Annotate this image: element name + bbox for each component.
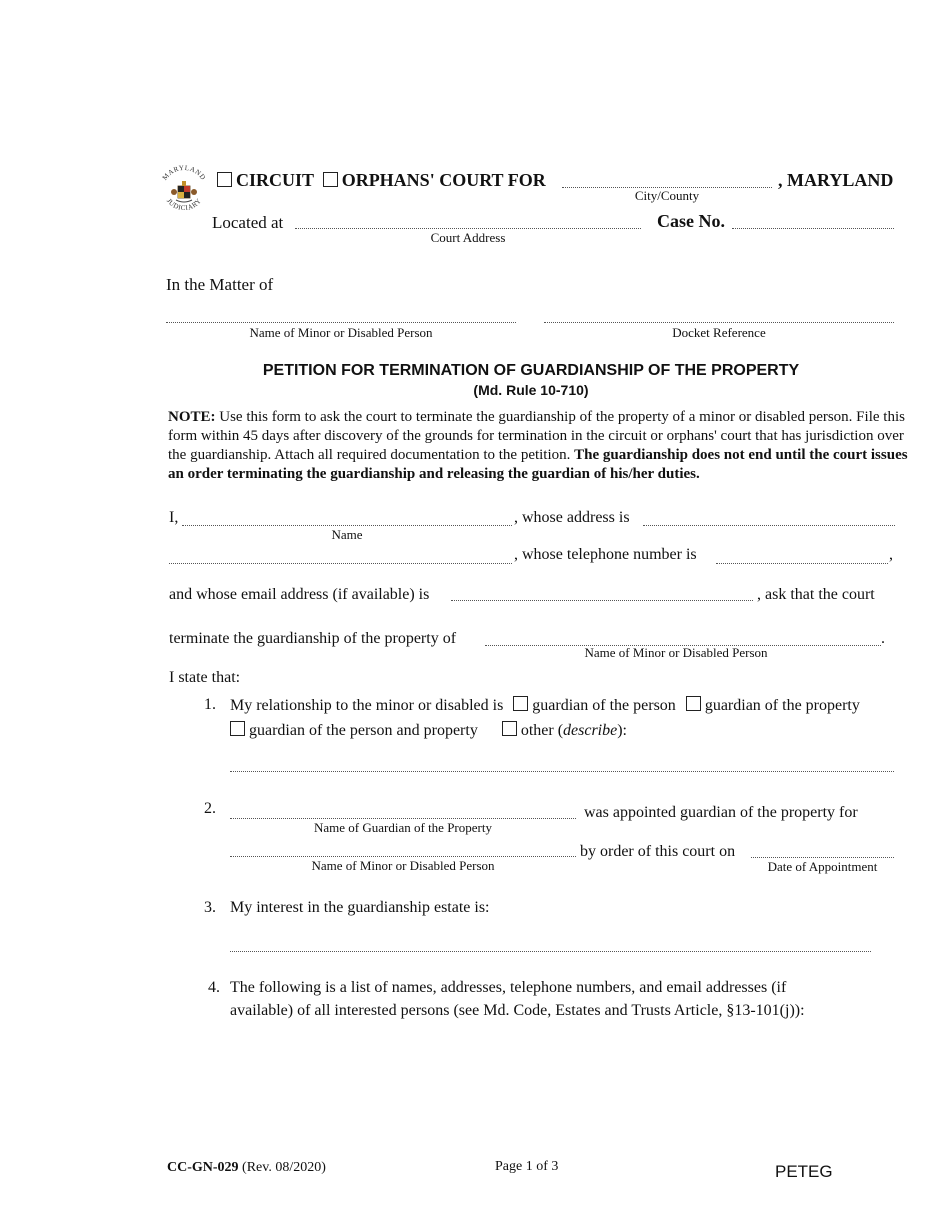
other-describe-field[interactable] xyxy=(230,771,894,772)
other-prefix: other ( xyxy=(520,722,564,739)
item1-row2 xyxy=(230,721,627,740)
other-suffix: ): xyxy=(617,722,627,739)
orphans-court-label: ORPHANS' COURT FOR xyxy=(341,170,546,190)
note-label: NOTE: xyxy=(168,409,216,425)
item3-text: My interest in the guardianship estate is: xyxy=(230,899,490,916)
i-label: I, xyxy=(169,509,179,526)
seal-top-text: MARYLAND xyxy=(160,164,208,182)
guardian-name-caption: Name of Guardian of the Property xyxy=(314,820,492,835)
terminate-period: . xyxy=(881,630,885,647)
seal-bottom-text: JUDICIARY xyxy=(164,196,204,213)
case-no-field[interactable] xyxy=(732,228,894,229)
note-bold-text: The guardianship does not end until the court issues an order terminating the guardianship and releasing the guardian of his/her duties. xyxy=(168,447,908,482)
svg-text:JUDICIARY xyxy=(165,197,203,212)
telephone-field[interactable] xyxy=(716,563,888,564)
appointment-date-caption: Date of Appointment xyxy=(767,859,878,874)
item2-number: 2. xyxy=(204,800,216,817)
ward-name-caption: Name of Minor or Disabled Person xyxy=(584,645,768,660)
note-text: Use this form to ask the court to terminate the guardianship of the property of a minor or disabled person. File this form within 45 days after discovery of the grounds for termination in the circuit or orphans' court that has jurisdiction over the guardianship. Attach all required documentation to the petition. xyxy=(168,409,905,463)
order-text: by order of this court on xyxy=(580,843,736,860)
item2-ward-name-field[interactable] xyxy=(230,856,576,857)
city-county-caption: City/County xyxy=(634,188,700,203)
address-field-2[interactable] xyxy=(169,563,512,564)
item4-line1: The following is a list of names, addresses, telephone numbers, and email addresses (if xyxy=(230,979,787,996)
guardian-property-checkbox[interactable] xyxy=(686,696,701,711)
item1-text: My relationship to the minor or disabled is xyxy=(230,697,504,714)
item4-line2: available) of all interested persons (see Md. Code, Estates and Trusts Article, §13-101(j)): xyxy=(230,1002,805,1019)
ask-court-label: , ask that the court xyxy=(757,586,875,603)
email-label: and whose email address (if available) is xyxy=(169,586,430,603)
form-number-footer xyxy=(167,1160,326,1176)
form-revision: (Rev. 08/2020) xyxy=(242,1160,326,1175)
state-suffix: , MARYLAND xyxy=(778,170,894,190)
appointed-text: was appointed guardian of the property for xyxy=(584,804,858,821)
form-title: PETITION FOR TERMINATION OF GUARDIANSHIP OF THE PROPERTY xyxy=(262,362,800,379)
guardian-person-property-checkbox[interactable] xyxy=(230,721,245,736)
terminate-label: terminate the guardianship of the property of xyxy=(169,630,457,647)
matter-name-caption: Name of Minor or Disabled Person xyxy=(249,325,433,340)
item4-number: 4. xyxy=(208,979,220,996)
item1-number: 1. xyxy=(204,696,216,713)
item2-ward-name-caption: Name of Minor or Disabled Person xyxy=(311,858,495,873)
petitioner-name-caption: Name xyxy=(331,527,363,542)
court-type-row xyxy=(217,170,546,191)
interest-field[interactable] xyxy=(230,951,871,952)
docket-reference-field[interactable] xyxy=(544,322,894,323)
docket-reference-caption: Docket Reference xyxy=(672,325,766,340)
guardian-person-property-label: guardian of the person and property xyxy=(249,722,478,739)
maryland-judiciary-seal-icon xyxy=(157,164,211,224)
email-field[interactable] xyxy=(451,600,753,601)
state-intro: I state that: xyxy=(169,669,241,686)
address-field-1[interactable] xyxy=(643,525,895,526)
located-at-label: Located at xyxy=(212,213,284,232)
matter-name-field[interactable] xyxy=(166,322,516,323)
telephone-comma: , xyxy=(889,546,893,563)
guardian-name-field[interactable] xyxy=(230,818,576,819)
maryland-judiciary-seal xyxy=(157,164,211,224)
note-paragraph xyxy=(168,408,908,484)
item1-row1 xyxy=(230,696,860,715)
other-describe: describe xyxy=(563,722,618,739)
form-number: CC-GN-029 xyxy=(167,1160,239,1175)
svg-text:MARYLAND xyxy=(161,164,207,182)
form-rule: (Md. Rule 10-710) xyxy=(473,382,589,398)
form-code: PETEG xyxy=(775,1162,833,1181)
page-number: Page 1 of 3 xyxy=(495,1159,559,1174)
guardian-property-label: guardian of the property xyxy=(704,697,860,714)
telephone-label: , whose telephone number is xyxy=(514,546,697,563)
guardian-person-label: guardian of the person xyxy=(532,697,676,714)
court-address-field[interactable] xyxy=(295,228,641,229)
appointment-date-field[interactable] xyxy=(751,857,894,858)
petitioner-name-field[interactable] xyxy=(182,525,512,526)
other-checkbox[interactable] xyxy=(502,721,517,736)
court-address-caption: Court Address xyxy=(430,230,506,245)
guardian-person-checkbox[interactable] xyxy=(513,696,528,711)
address-label: , whose address is xyxy=(514,509,630,526)
orphans-court-checkbox[interactable] xyxy=(323,172,338,187)
circuit-label: CIRCUIT xyxy=(236,170,314,190)
in-the-matter-label: In the Matter of xyxy=(166,275,274,294)
item3-number: 3. xyxy=(204,899,216,916)
circuit-court-checkbox[interactable] xyxy=(217,172,232,187)
case-no-label: Case No. xyxy=(657,211,725,231)
